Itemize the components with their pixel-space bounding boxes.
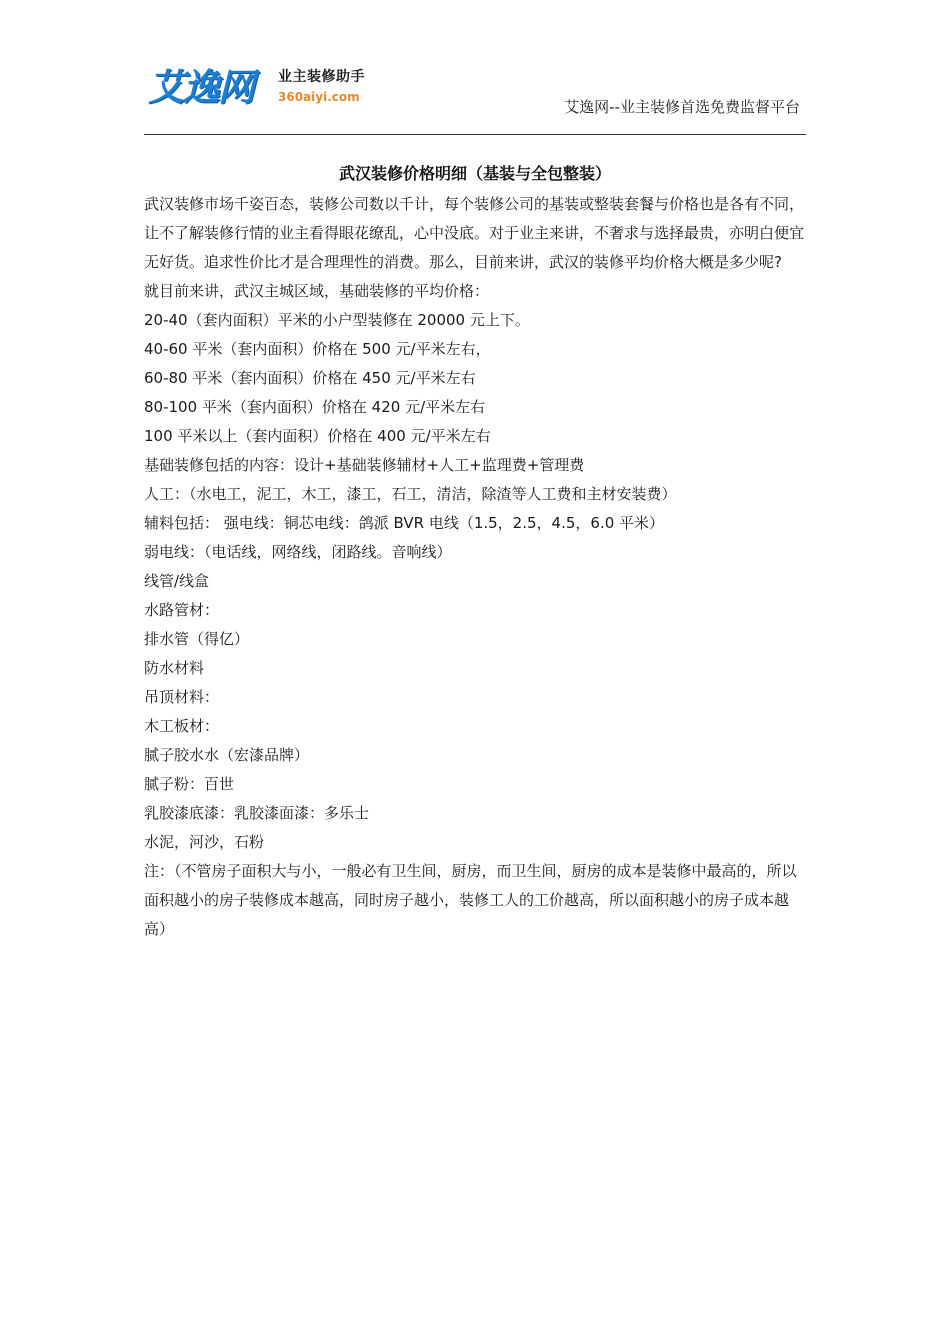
document-line: 基础装修包括的内容：设计+基础装修辅材+人工+监理费+管理费 [144, 456, 585, 474]
document-line: 腻子胶水水（宏漆品牌） [144, 746, 310, 764]
document-line: 弱电线：（电话线，网络线，闭路线。音响线） [144, 543, 452, 561]
document-line: 线管/线盒 [144, 572, 210, 590]
logo-text: 艾逸网 [148, 66, 253, 109]
document-body [144, 160, 806, 944]
document-line: 20-40（套内面积）平米的小户型装修在 20000 元上下。 [144, 311, 530, 329]
document-line: 腻子粉：百世 [144, 775, 235, 793]
intro-paragraph: 武汉装修市场千姿百态，装修公司数以千计，每个装修公司的基装或整装套餐与价格也是各有不同，让不了解装修行情的业主看得眼花缭乱，心中没底。对于业主来讲，不奢求与选择最贵，亦明白便宜无好货。追求性价比才是合理理性的消费。那么，目前来讲，武汉的装修平均价格大概是多少呢? [144, 195, 805, 271]
site-url[interactable]: 360aiyi.com [278, 90, 360, 104]
document-line: 40-60 平米（套内面积）价格在 500 元/平米左右， [144, 340, 491, 358]
header-slogan: 艾逸网--业主装修首选免费监督平台 [564, 98, 800, 116]
note-paragraph: 注：（不管房子面积大与小，一般必有卫生间，厨房，而卫生间，厨房的成本是装修中最高的，所以面积越小的房子装修成本越高，同时房子越小，装修工人的工价越高，所以面积越小的房子成本越高） [144, 862, 797, 938]
document-line: 排水管（得亿） [144, 630, 250, 648]
brand-block [278, 68, 365, 106]
site-logo[interactable] [148, 66, 260, 110]
document-title: 武汉装修价格明细（基装与全包整装） [338, 164, 611, 183]
document-line: 吊顶材料： [144, 688, 220, 706]
header-divider [144, 134, 806, 135]
document-line: 水泥，河沙，石粉 [144, 833, 265, 851]
document-line: 防水材料 [144, 659, 205, 677]
document-line: 80-100 平米（套内面积）价格在 420 元/平米左右 [144, 398, 486, 416]
document-line: 人工：（水电工，泥工，木工，漆工，石工，清洁，除渣等人工费和主材安装费） [144, 485, 677, 503]
document-line: 60-80 平米（套内面积）价格在 450 元/平米左右 [144, 369, 476, 387]
brand-tagline: 业主装修助手 [278, 69, 365, 85]
document-line: 水路管材： [144, 601, 220, 619]
document-line: 辅料包括： 强电线：铜芯电线：鸽派 BVR 电线（1.5，2.5，4.5，6.0 平米） [144, 514, 665, 532]
document-line: 乳胶漆底漆：乳胶漆面漆：多乐士 [144, 804, 370, 822]
page-header [144, 60, 806, 130]
document-lines [144, 277, 806, 857]
document-line: 100 平米以上（套内面积）价格在 400 元/平米左右 [144, 427, 491, 445]
document-line: 木工板材： [144, 717, 220, 735]
document-line: 就目前来讲，武汉主城区域，基础装修的平均价格： [144, 282, 490, 300]
